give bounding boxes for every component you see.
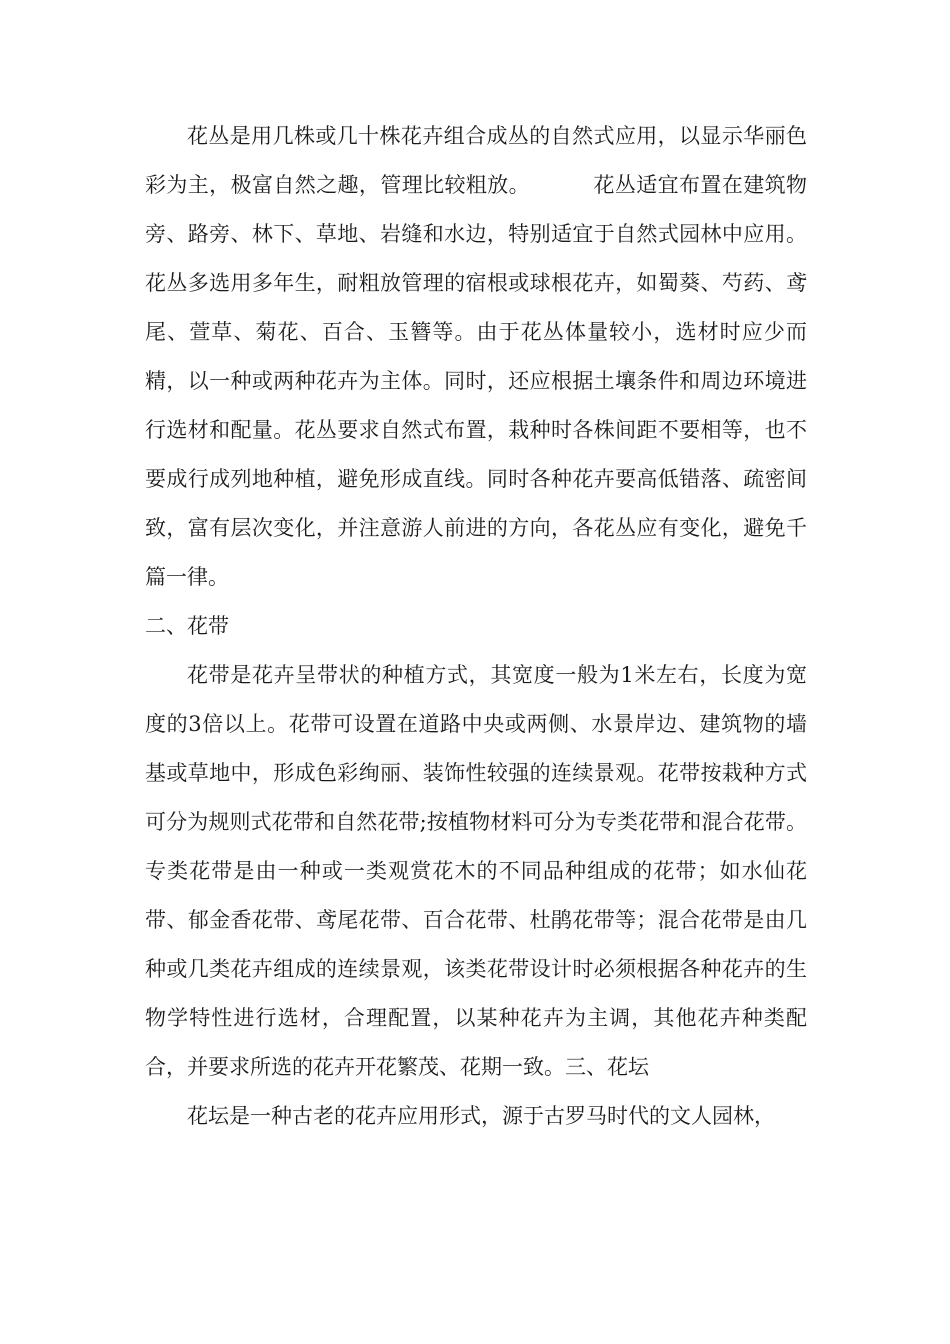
paragraph-text: 花丛适宜布置在建筑物旁、路旁、林下、草地、岩缝和水边，特别适宜于自然式园林中应用。花丛多选用多年生，耐粗放管理的宿根或球根花卉，如蜀葵、芍药、鸢尾、萱草、菊花、百合、玉簪等。由于花丛体量较小，选材时应少而精，以一种或两种花卉为主体。同时，还应根据土壤条件和周边环境进行选材和配量。花丛要求自然式布置，栽种时各株间距不要相等，也不要成行成列地种植，避免形成直线。同时各种花卉要高低错落、疏密间致，富有层次变化，并注意游人前进的方向，各花丛应有变化，避免千篇一律。 [145,173,808,589]
paragraph-flower-belt: 花带是花卉呈带状的种植方式，其宽度一般为1米左右，长度为宽度的3倍以上。花带可设置在道路中央或两侧、水景岸边、建筑物的墙基或草地中，形成色彩绚丽、装饰性较强的连续景观。花带按栽种方式可分为规则式花带和自然花带;按植物材料可分为专类花带和混合花带。专类花带是由一种或一类观赏花木的不同品种组成的花带；如水仙花带、郁金香花带、鸢尾花带、百合花带、杜鹃花带等；混合花带是由几种或几类花卉组成的连续景观，该类花带设计时必须根据各种花卉的生物学特性进行选材，合理配置，以某种花卉为主调，其他花卉种类配合，并要求所选的花卉开花繁茂、花期一致。三、花坛 [145,663,807,1079]
paragraph-text: 花丛是用几株或几十株花卉组合成丛的自然式应用，以显示华丽色彩为主，极富自然之趣，管理比较粗放。 [145,124,807,197]
document-page [145,112,807,1141]
section-heading-flower-belt: 二、花带 [145,614,229,638]
paragraph-flower-cluster [145,112,807,602]
paragraph-flower-bed: 花坛是一种古老的花卉应用形式，源于古罗马时代的文人园林， [187,1104,775,1128]
